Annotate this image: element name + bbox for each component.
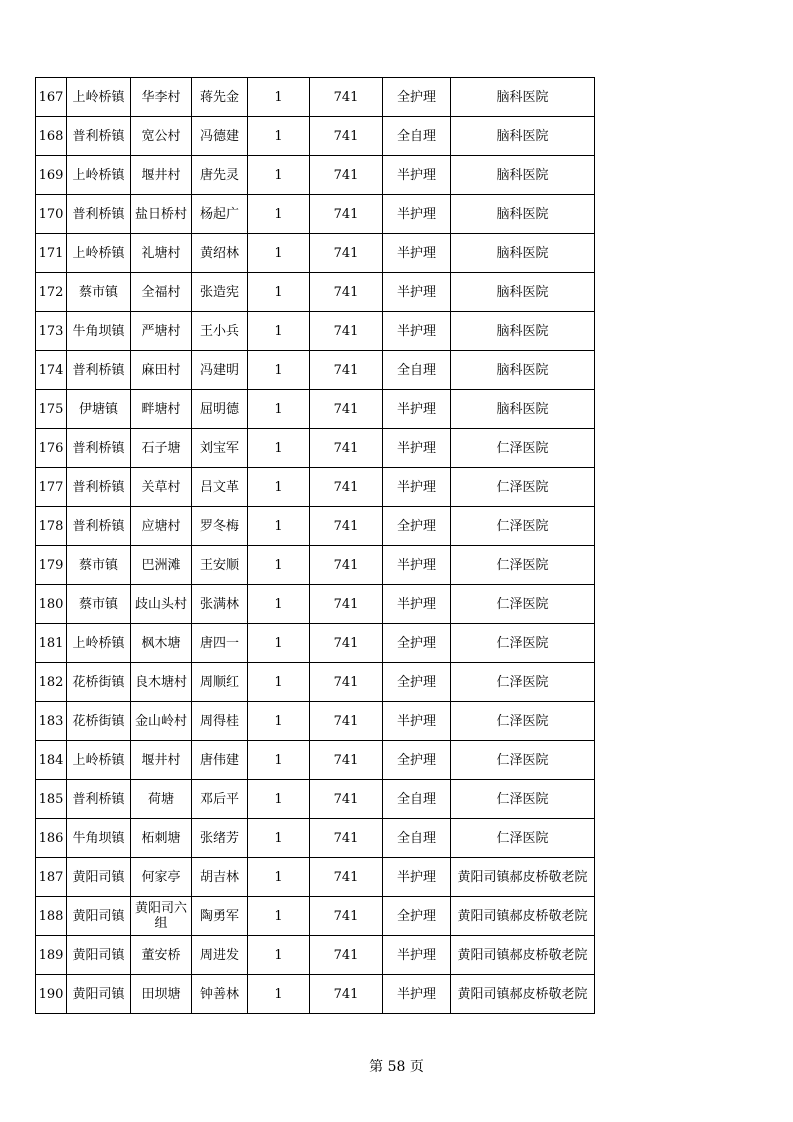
table-row [36, 741, 595, 780]
table-row [36, 156, 595, 195]
cell-institution: 脑科医院 [451, 390, 595, 429]
cell-row-number: 188 [36, 897, 67, 936]
cell-village: 堰井村 [131, 741, 192, 780]
cell-town: 黄阳司镇 [67, 897, 131, 936]
cell-count: 1 [248, 234, 310, 273]
cell-town: 普利桥镇 [67, 780, 131, 819]
cell-town: 普利桥镇 [67, 507, 131, 546]
cell-town: 牛角坝镇 [67, 819, 131, 858]
cell-care-level: 半护理 [383, 936, 451, 975]
cell-count: 1 [248, 312, 310, 351]
table-row [36, 819, 595, 858]
cell-institution: 脑科医院 [451, 78, 595, 117]
table-row [36, 507, 595, 546]
cell-person-name: 吕文革 [192, 468, 248, 507]
cell-person-name: 张满林 [192, 585, 248, 624]
cell-care-level: 半护理 [383, 858, 451, 897]
cell-care-level: 半护理 [383, 546, 451, 585]
cell-care-level: 全护理 [383, 78, 451, 117]
cell-care-level: 全护理 [383, 624, 451, 663]
table-row [36, 78, 595, 117]
cell-village: 良木塘村 [131, 663, 192, 702]
cell-row-number: 190 [36, 975, 67, 1014]
cell-row-number: 179 [36, 546, 67, 585]
table-row [36, 429, 595, 468]
cell-care-level: 半护理 [383, 195, 451, 234]
cell-amount: 741 [310, 975, 383, 1014]
table-row [36, 702, 595, 741]
cell-institution: 仁泽医院 [451, 780, 595, 819]
cell-person-name: 唐先灵 [192, 156, 248, 195]
cell-town: 普利桥镇 [67, 117, 131, 156]
cell-count: 1 [248, 585, 310, 624]
cell-row-number: 176 [36, 429, 67, 468]
cell-count: 1 [248, 507, 310, 546]
cell-town: 花桥街镇 [67, 663, 131, 702]
cell-amount: 741 [310, 351, 383, 390]
cell-amount: 741 [310, 78, 383, 117]
cell-care-level: 半护理 [383, 975, 451, 1014]
cell-care-level: 半护理 [383, 234, 451, 273]
cell-care-level: 半护理 [383, 156, 451, 195]
cell-amount: 741 [310, 624, 383, 663]
cell-institution: 脑科医院 [451, 117, 595, 156]
table-row [36, 624, 595, 663]
cell-row-number: 187 [36, 858, 67, 897]
cell-count: 1 [248, 819, 310, 858]
cell-count: 1 [248, 780, 310, 819]
cell-town: 上岭桥镇 [67, 156, 131, 195]
cell-count: 1 [248, 975, 310, 1014]
cell-count: 1 [248, 663, 310, 702]
cell-count: 1 [248, 546, 310, 585]
cell-town: 上岭桥镇 [67, 234, 131, 273]
cell-person-name: 钟善林 [192, 975, 248, 1014]
cell-amount: 741 [310, 546, 383, 585]
cell-person-name: 罗冬梅 [192, 507, 248, 546]
cell-row-number: 185 [36, 780, 67, 819]
cell-amount: 741 [310, 156, 383, 195]
cell-village: 麻田村 [131, 351, 192, 390]
cell-amount: 741 [310, 663, 383, 702]
cell-count: 1 [248, 390, 310, 429]
cell-person-name: 蒋先金 [192, 78, 248, 117]
cell-town: 普利桥镇 [67, 195, 131, 234]
cell-town: 普利桥镇 [67, 429, 131, 468]
roster-body [36, 78, 595, 1014]
cell-institution: 仁泽医院 [451, 546, 595, 585]
cell-institution: 黄阳司镇郝皮桥敬老院 [451, 936, 595, 975]
cell-person-name: 黄绍林 [192, 234, 248, 273]
cell-person-name: 王安顺 [192, 546, 248, 585]
cell-village: 严塘村 [131, 312, 192, 351]
cell-care-level: 全自理 [383, 351, 451, 390]
cell-row-number: 177 [36, 468, 67, 507]
cell-town: 普利桥镇 [67, 468, 131, 507]
cell-village: 歧山头村 [131, 585, 192, 624]
cell-village: 巴洲滩 [131, 546, 192, 585]
cell-amount: 741 [310, 429, 383, 468]
cell-person-name: 王小兵 [192, 312, 248, 351]
cell-care-level: 半护理 [383, 702, 451, 741]
cell-institution: 仁泽医院 [451, 624, 595, 663]
cell-amount: 741 [310, 117, 383, 156]
cell-row-number: 173 [36, 312, 67, 351]
cell-count: 1 [248, 351, 310, 390]
cell-village: 荷塘 [131, 780, 192, 819]
cell-town: 普利桥镇 [67, 351, 131, 390]
table-row [36, 351, 595, 390]
cell-institution: 脑科医院 [451, 195, 595, 234]
cell-amount: 741 [310, 312, 383, 351]
cell-amount: 741 [310, 819, 383, 858]
table-row [36, 936, 595, 975]
cell-town: 蔡市镇 [67, 546, 131, 585]
cell-amount: 741 [310, 702, 383, 741]
cell-count: 1 [248, 468, 310, 507]
cell-institution: 仁泽医院 [451, 741, 595, 780]
cell-town: 上岭桥镇 [67, 624, 131, 663]
cell-amount: 741 [310, 936, 383, 975]
cell-village: 关草村 [131, 468, 192, 507]
cell-care-level: 半护理 [383, 468, 451, 507]
cell-town: 牛角坝镇 [67, 312, 131, 351]
cell-institution: 脑科医院 [451, 273, 595, 312]
cell-institution: 仁泽医院 [451, 507, 595, 546]
cell-institution: 黄阳司镇郝皮桥敬老院 [451, 858, 595, 897]
cell-institution: 脑科医院 [451, 312, 595, 351]
cell-row-number: 186 [36, 819, 67, 858]
table-row [36, 390, 595, 429]
cell-care-level: 半护理 [383, 429, 451, 468]
cell-town: 黄阳司镇 [67, 858, 131, 897]
cell-institution: 黄阳司镇郝皮桥敬老院 [451, 897, 595, 936]
cell-village: 宽公村 [131, 117, 192, 156]
table-row [36, 780, 595, 819]
cell-village: 应塘村 [131, 507, 192, 546]
cell-institution: 仁泽医院 [451, 819, 595, 858]
cell-row-number: 178 [36, 507, 67, 546]
cell-count: 1 [248, 195, 310, 234]
cell-row-number: 189 [36, 936, 67, 975]
cell-institution: 仁泽医院 [451, 702, 595, 741]
cell-institution: 仁泽医院 [451, 663, 595, 702]
cell-institution: 脑科医院 [451, 351, 595, 390]
cell-care-level: 半护理 [383, 585, 451, 624]
cell-amount: 741 [310, 858, 383, 897]
cell-count: 1 [248, 273, 310, 312]
cell-count: 1 [248, 741, 310, 780]
cell-row-number: 174 [36, 351, 67, 390]
cell-person-name: 周顺红 [192, 663, 248, 702]
cell-amount: 741 [310, 780, 383, 819]
cell-village: 董安桥 [131, 936, 192, 975]
cell-amount: 741 [310, 234, 383, 273]
cell-village: 堰井村 [131, 156, 192, 195]
cell-town: 黄阳司镇 [67, 975, 131, 1014]
table-row [36, 585, 595, 624]
cell-town: 蔡市镇 [67, 273, 131, 312]
cell-institution: 仁泽医院 [451, 585, 595, 624]
cell-care-level: 全护理 [383, 741, 451, 780]
cell-person-name: 张造宪 [192, 273, 248, 312]
cell-person-name: 周得桂 [192, 702, 248, 741]
cell-institution: 仁泽医院 [451, 429, 595, 468]
cell-institution: 脑科医院 [451, 156, 595, 195]
table-row [36, 858, 595, 897]
cell-person-name: 杨起广 [192, 195, 248, 234]
cell-count: 1 [248, 858, 310, 897]
cell-village: 黄阳司六组 [131, 897, 192, 936]
cell-person-name: 冯德建 [192, 117, 248, 156]
cell-town: 上岭桥镇 [67, 741, 131, 780]
table-row [36, 117, 595, 156]
cell-care-level: 半护理 [383, 390, 451, 429]
cell-count: 1 [248, 897, 310, 936]
cell-care-level: 全自理 [383, 117, 451, 156]
cell-institution: 脑科医院 [451, 234, 595, 273]
cell-amount: 741 [310, 468, 383, 507]
cell-row-number: 175 [36, 390, 67, 429]
table-row [36, 897, 595, 936]
cell-village: 金山岭村 [131, 702, 192, 741]
cell-row-number: 181 [36, 624, 67, 663]
cell-village: 枫木塘 [131, 624, 192, 663]
cell-town: 上岭桥镇 [67, 78, 131, 117]
cell-count: 1 [248, 936, 310, 975]
cell-amount: 741 [310, 390, 383, 429]
cell-village: 盐日桥村 [131, 195, 192, 234]
cell-person-name: 邓后平 [192, 780, 248, 819]
cell-amount: 741 [310, 195, 383, 234]
cell-row-number: 170 [36, 195, 67, 234]
cell-village: 全福村 [131, 273, 192, 312]
cell-town: 蔡市镇 [67, 585, 131, 624]
table-row [36, 234, 595, 273]
cell-amount: 741 [310, 585, 383, 624]
table-row [36, 195, 595, 234]
cell-row-number: 183 [36, 702, 67, 741]
cell-person-name: 周进发 [192, 936, 248, 975]
cell-row-number: 182 [36, 663, 67, 702]
cell-town: 伊塘镇 [67, 390, 131, 429]
table-row [36, 468, 595, 507]
cell-town: 黄阳司镇 [67, 936, 131, 975]
cell-town: 花桥街镇 [67, 702, 131, 741]
cell-row-number: 184 [36, 741, 67, 780]
page-number: 第 58 页 [369, 1059, 424, 1075]
cell-care-level: 全自理 [383, 819, 451, 858]
cell-row-number: 180 [36, 585, 67, 624]
cell-person-name: 唐伟建 [192, 741, 248, 780]
cell-care-level: 半护理 [383, 273, 451, 312]
cell-village: 礼塘村 [131, 234, 192, 273]
cell-village: 何家亭 [131, 858, 192, 897]
cell-person-name: 唐四一 [192, 624, 248, 663]
cell-amount: 741 [310, 741, 383, 780]
cell-village: 田坝塘 [131, 975, 192, 1014]
cell-person-name: 陶勇军 [192, 897, 248, 936]
cell-person-name: 张绪芳 [192, 819, 248, 858]
cell-amount: 741 [310, 897, 383, 936]
cell-person-name: 冯建明 [192, 351, 248, 390]
cell-row-number: 171 [36, 234, 67, 273]
cell-village: 华李村 [131, 78, 192, 117]
cell-person-name: 刘宝军 [192, 429, 248, 468]
cell-amount: 741 [310, 273, 383, 312]
cell-institution: 仁泽医院 [451, 468, 595, 507]
cell-count: 1 [248, 429, 310, 468]
cell-care-level: 全护理 [383, 897, 451, 936]
table-row [36, 312, 595, 351]
cell-row-number: 167 [36, 78, 67, 117]
cell-institution: 黄阳司镇郝皮桥敬老院 [451, 975, 595, 1014]
table-row [36, 663, 595, 702]
cell-care-level: 全护理 [383, 663, 451, 702]
cell-village: 畔塘村 [131, 390, 192, 429]
cell-person-name: 屈明德 [192, 390, 248, 429]
cell-village: 柘刺塘 [131, 819, 192, 858]
table-row [36, 273, 595, 312]
cell-care-level: 全自理 [383, 780, 451, 819]
cell-count: 1 [248, 702, 310, 741]
cell-person-name: 胡吉林 [192, 858, 248, 897]
table-row [36, 975, 595, 1014]
cell-count: 1 [248, 156, 310, 195]
cell-row-number: 172 [36, 273, 67, 312]
cell-amount: 741 [310, 507, 383, 546]
cell-row-number: 168 [36, 117, 67, 156]
cell-care-level: 半护理 [383, 312, 451, 351]
cell-village: 石子塘 [131, 429, 192, 468]
cell-care-level: 全护理 [383, 507, 451, 546]
cell-count: 1 [248, 117, 310, 156]
cell-count: 1 [248, 624, 310, 663]
table-row [36, 546, 595, 585]
cell-row-number: 169 [36, 156, 67, 195]
roster-table [35, 77, 595, 1014]
cell-count: 1 [248, 78, 310, 117]
